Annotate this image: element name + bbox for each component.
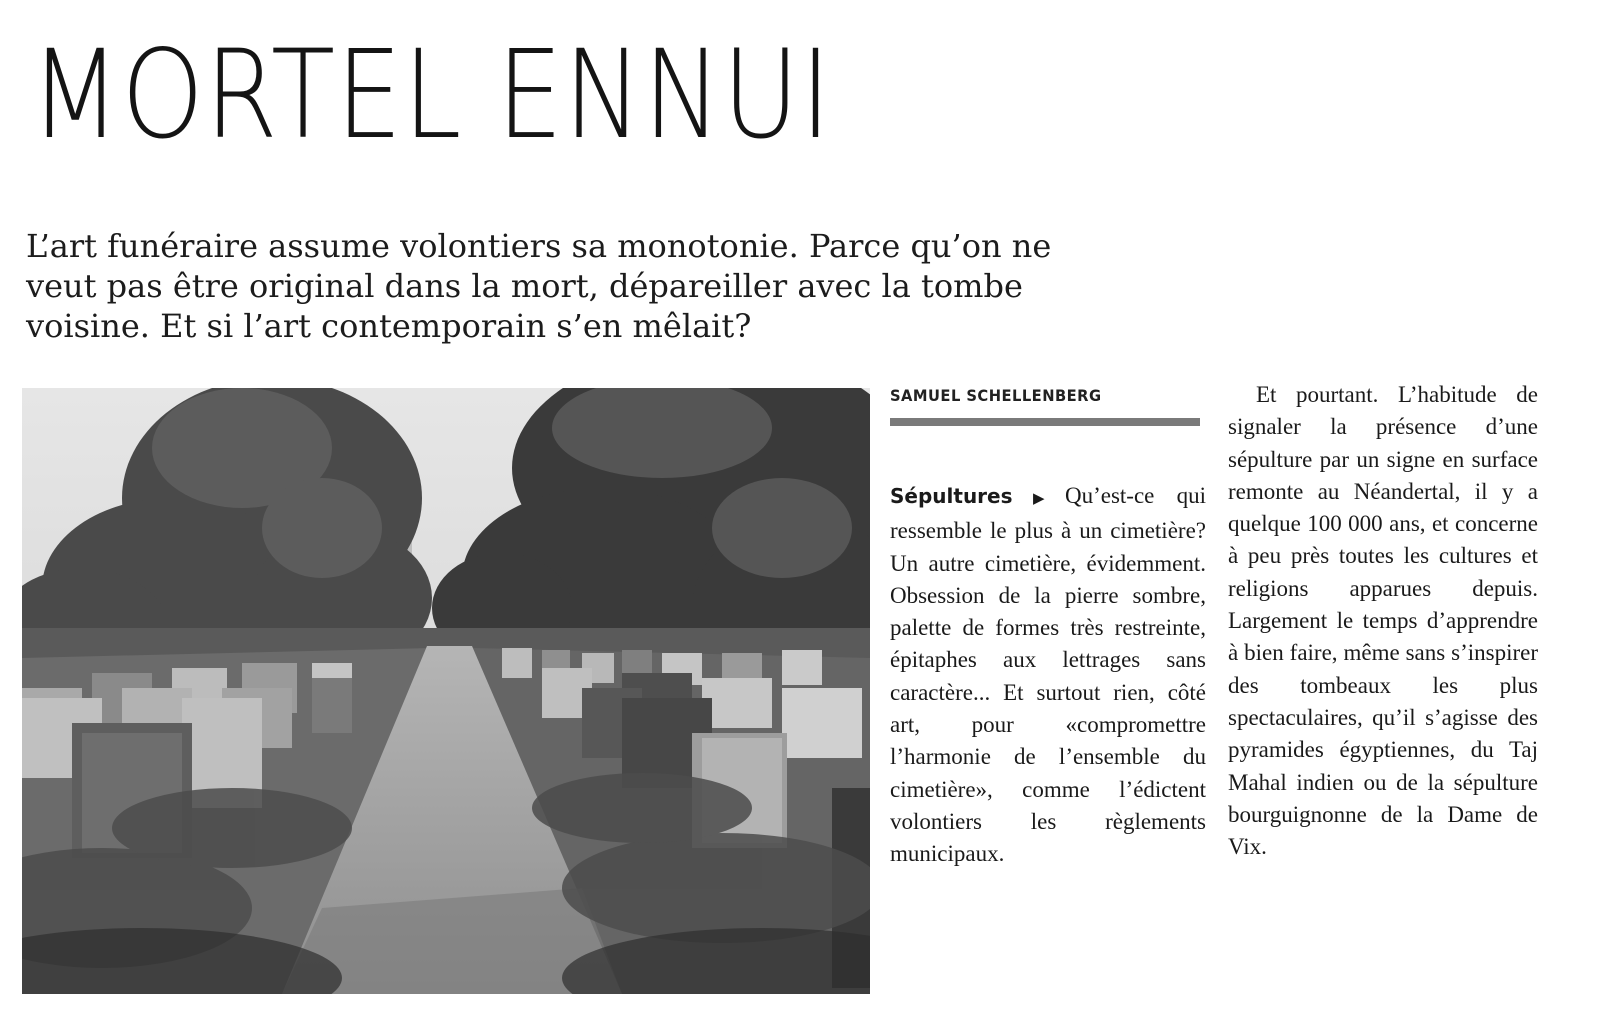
cemetery-photo	[22, 388, 870, 994]
triangle-right-icon: ▶	[1016, 491, 1061, 507]
cemetery-photo-illustration	[22, 388, 870, 994]
body-paragraph-2: Et pourtant. L’habitude de signaler la présence d’une sépulture par un signe en surface remonte au Néandertal, il y a quelque 100 000 ans, et concerne à peu près toutes les cultures et religions apparues depuis. Largement le temps d’apprendre à bien faire, même sans s’inspirer des tombeaux les plus spectaculaires, qu’il s’agisse des pyramides égyptiennes, du Taj Mahal indien ou de la sépulture bourguignonne de la Dame de Vix.	[1228, 382, 1538, 860]
kicker: Sépultures	[890, 484, 1013, 508]
lead-paragraph: L’art funéraire assume volontiers sa monotonie. Parce qu’on ne veut pas être original dans la mort, dépareiller avec la tombe voisine. Et si l’art contemporain s’en mêlait?	[26, 227, 1052, 345]
body-column-1	[890, 480, 1206, 871]
headline: MORTEL ENNUI	[30, 24, 832, 166]
body-paragraph-1: Qu’est-ce qui ressemble le plus à un cimetière? Un autre cimetière, évidemment. Obsession de la pierre sombre, palette de formes très restreinte, épitaphes aux lettrages sans caractère... Et surtout rien, côté art, pour «compromettre l’harmonie de l’ensemble du cimetière», comme l’édictent volontiers les règlements municipaux.	[890, 483, 1206, 867]
byline-rule	[890, 418, 1200, 426]
byline: SAMUEL SCHELLENBERG	[890, 386, 1102, 405]
